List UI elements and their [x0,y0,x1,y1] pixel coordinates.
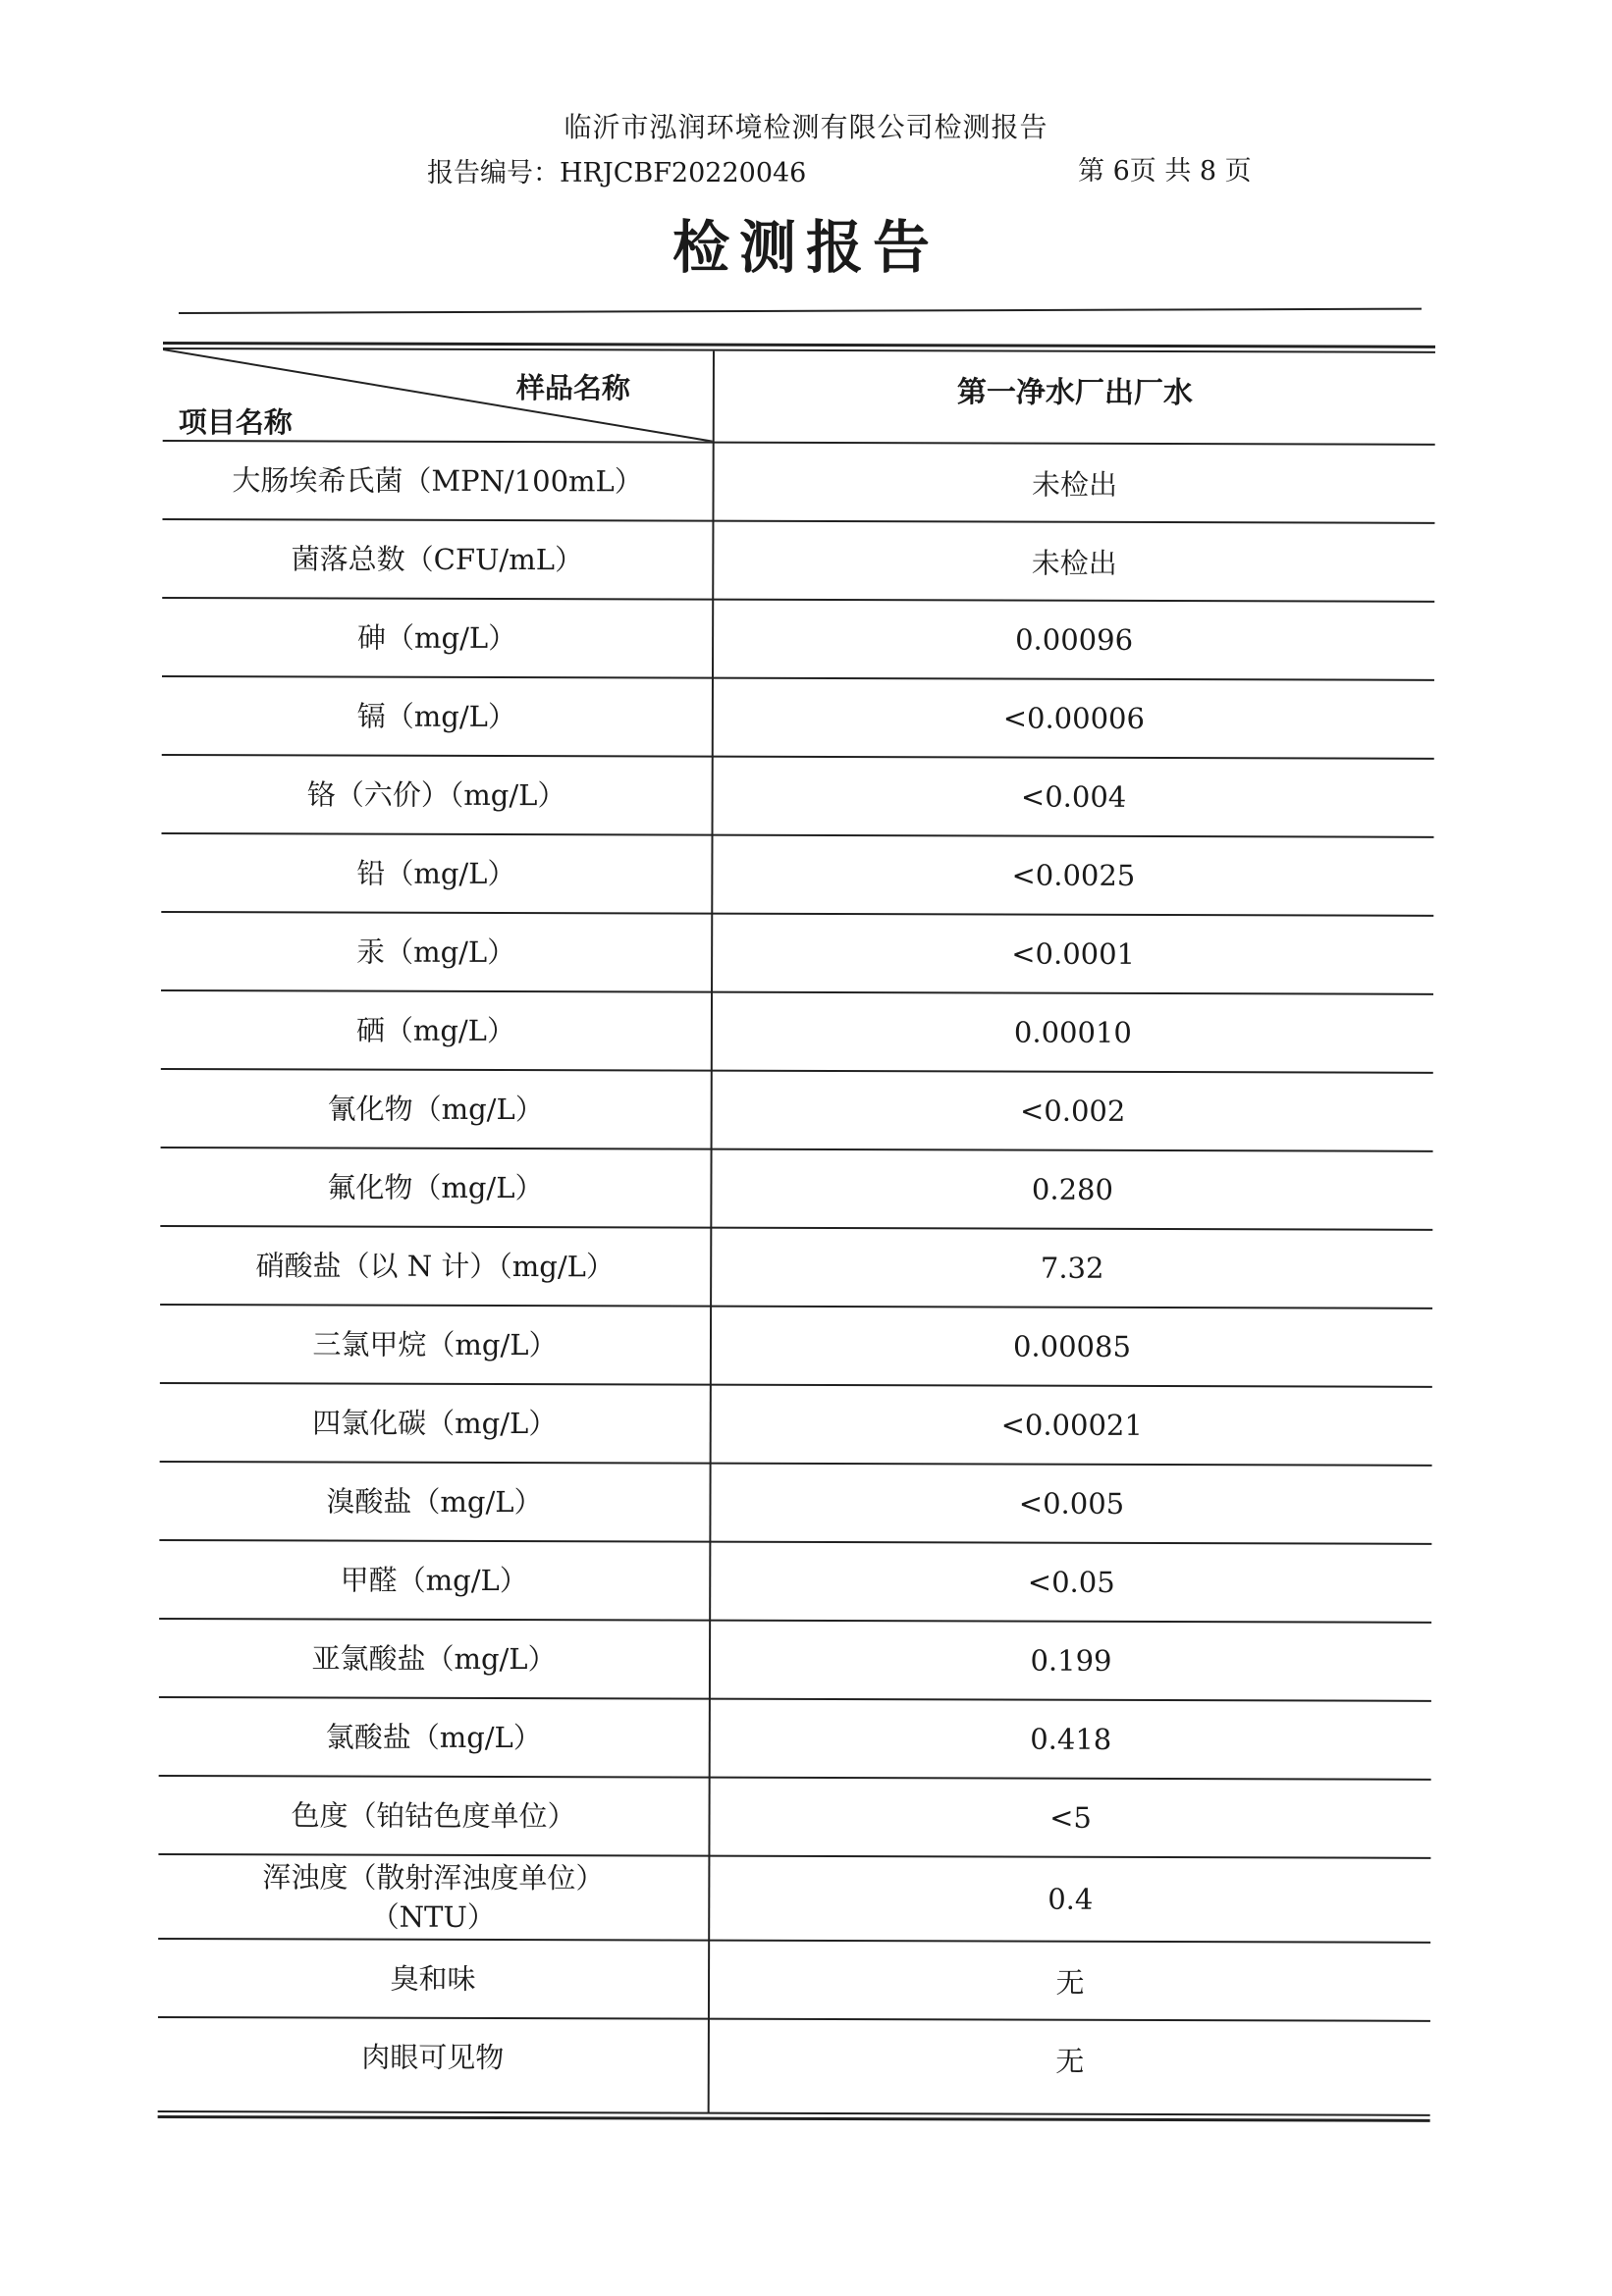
item-name: 四氯化碳（mg/L） [312,1406,558,1441]
item-value: <0.0001 [1011,936,1136,971]
table-row [159,1463,1431,1545]
table-row [160,1306,1432,1388]
table-row [160,1227,1432,1309]
item-value: <0.00006 [1002,701,1146,735]
page-title: 检测报告 [672,214,940,281]
item-value: 0.4 [1048,1882,1094,1916]
table-row [160,1148,1432,1231]
table-bottom-border [158,2110,1430,2122]
table-row [162,756,1434,838]
item-value: 0.199 [1030,1643,1112,1678]
table-row [162,520,1434,603]
item-name: 色度（铂钴色度单位） [291,1798,576,1834]
item-value: 无 [1055,2044,1085,2078]
item-name: 氟化物（mg/L） [327,1170,544,1205]
item-value: 0.00010 [1013,1015,1132,1049]
page-number: 第 6页 共 8 页 [1078,156,1252,187]
header-sample-label: 样品名称 [515,371,630,405]
item-value: 0.00085 [1012,1329,1131,1363]
table-row [158,2018,1430,2099]
item-name: 镉（mg/L） [356,699,516,734]
item-name: 三氯甲烷（mg/L） [312,1327,558,1362]
item-value: <0.05 [1027,1565,1115,1599]
table-row [159,1698,1431,1781]
item-value: <0.0025 [1011,858,1136,892]
item-name: 硝酸盐（以 N 计）（mg/L） [255,1249,615,1284]
table-row [160,1384,1432,1467]
table-row [159,1620,1431,1702]
item-name: 臭和味 [390,1961,476,1996]
table-row [161,1070,1433,1152]
item-value: <5 [1049,1800,1092,1835]
results-table [158,342,1435,2122]
column-title: 第一净水厂出厂水 [956,375,1193,411]
item-value: <0.005 [1018,1486,1125,1521]
item-value: 未检出 [1032,467,1118,502]
table-row [159,1541,1431,1624]
item-value: <0.002 [1019,1094,1126,1128]
item-name: 氰化物（mg/L） [327,1092,544,1127]
item-name [158,1855,708,1940]
table-row [158,1940,1430,2022]
report-number: 报告编号：HRJCBF20220046 [427,158,807,188]
item-name: 大肠埃希氏菌（MPN/100mL） [232,463,643,499]
item-value: 0.00096 [1015,622,1134,657]
item-value: 0.280 [1031,1172,1114,1206]
table-header-row [163,349,1435,446]
company-report-heading: 临沂市泓润环境检测有限公司检测报告 [564,111,1048,143]
table-row [162,677,1434,760]
item-name: 砷（mg/L） [357,620,517,656]
table-body [158,442,1435,2099]
table-row [161,834,1433,917]
item-value: 未检出 [1031,546,1117,580]
item-name: 铬（六价）（mg/L） [306,777,566,813]
item-value: 0.418 [1030,1722,1112,1756]
table-row [162,442,1434,524]
item-name: 铅（mg/L） [356,856,516,891]
item-name: 溴酸盐（mg/L） [326,1484,543,1520]
item-name-line1: 浑浊度（散射浑浊度单位） [262,1860,605,1896]
item-name: 甲醛（mg/L） [340,1563,528,1598]
item-name: 亚氯酸盐（mg/L） [311,1641,557,1677]
item-name: 硒（mg/L） [355,1013,516,1048]
item-name: 菌落总数（CFU/mL） [291,542,584,577]
item-value: <0.00021 [1000,1408,1143,1442]
table-row [158,1777,1430,1859]
item-name: 肉眼可见物 [361,2040,505,2075]
table-row [158,1855,1430,1944]
item-value: 7.32 [1040,1251,1104,1285]
table-row [161,913,1433,995]
item-value: <0.004 [1020,779,1127,814]
item-name: 汞（mg/L） [356,934,516,970]
item-name: 氯酸盐（mg/L） [325,1720,542,1755]
header-item-label: 项目名称 [178,405,293,440]
table-row [162,599,1434,681]
item-value: 无 [1055,1965,1085,2000]
item-name-line2: （NTU） [370,1899,496,1935]
table-row [161,991,1433,1074]
header-divider [179,308,1422,314]
